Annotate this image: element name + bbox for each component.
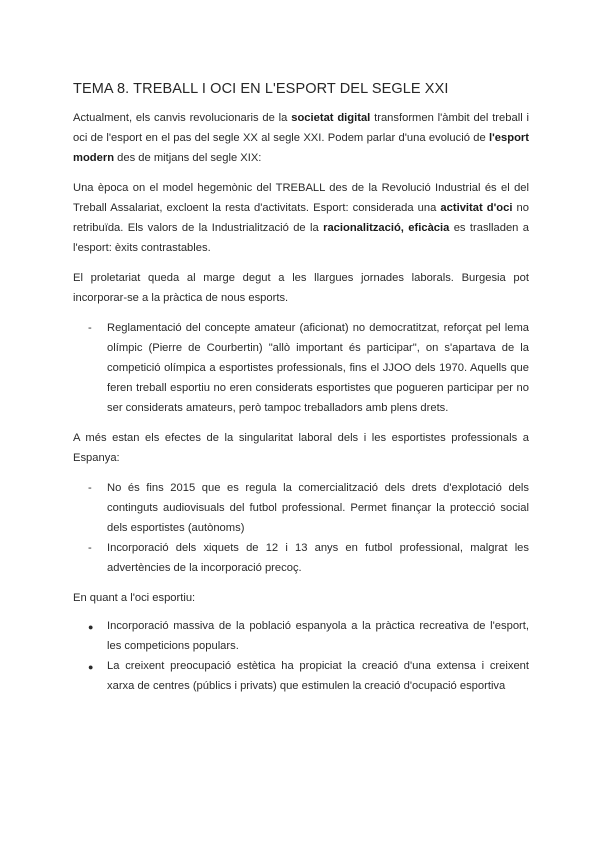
paragraph-oci-esportiu: En quant a l'oci esportiu:: [73, 592, 196, 604]
list-item: [88, 478, 529, 538]
bold-term-esport-modern: l'esport modern: [73, 132, 529, 164]
list-item: [88, 318, 529, 418]
list-item: [88, 538, 529, 578]
dash-marker: -: [88, 482, 92, 494]
paragraph-proletariat: El proletariat queda al marge degut a les llargues jornades laborals. Burgesia pot incorporar-se a la pràctica de nous esports.: [73, 272, 529, 304]
list-item-text: Reglamentació del concepte amateur (aficionat) no democratitzat, reforçat pel lema olímpic (Pierre de Courbertin) "allò important és participar", on s'apartava de la competició olímpica a esportistes professionals, fins el JJOO dels 1970. Aquells que feren treball esportiu no eren considerats esportistes que pogueren participar per no ser considerats amateurs, però tampoc treballadors amb plens drets.: [107, 322, 529, 414]
bold-term-societat-digital: societat digital: [291, 112, 371, 124]
list-item-text: La creixent preocupació estètica ha propiciat la creació d'una extensa i creixent xarxa de centres (públics i privats) que estimulen la creació d'ocupació esportiva: [107, 660, 529, 692]
text: transformen l'àmbit del treball i oci de l'esport en el pas del segle XX al segle XXI. Podem parlar d'una evolució de: [73, 112, 529, 144]
dash-marker: -: [88, 322, 92, 334]
list-item: [88, 656, 529, 696]
paragraph-intro: [73, 108, 529, 168]
bullet-icon: ●: [88, 662, 94, 672]
bold-term-racionalitzacio: racionalització, eficàcia: [323, 222, 450, 234]
document-title: TEMA 8. TREBALL I OCI EN L'ESPORT DEL SEGLE XXI: [73, 81, 449, 97]
list-item-text: Incorporació dels xiquets de 12 i 13 anys en futbol professional, malgrat les advertències de la incorporació precoç.: [107, 542, 529, 574]
text: des de mitjans del segle XIX:: [114, 152, 262, 164]
list-item-text: No és fins 2015 que es regula la comercialització dels drets d'explotació dels continguts audiovisuals del futbol professional. Permet finançar la protecció social dels esportistes (autònoms): [107, 482, 529, 534]
list-item-text: Incorporació massiva de la població espanyola a la pràctica recreativa de l'esport, les competicions populars.: [107, 620, 529, 652]
paragraph-singularitat: A més estan els efectes de la singularitat laboral dels i les esportistes professionals a Espanya:: [73, 432, 529, 464]
bold-term-activitat-oci: activitat d'oci: [440, 202, 513, 214]
list-item: [88, 616, 529, 656]
dash-marker: -: [88, 542, 92, 554]
paragraph-treball: [73, 178, 529, 258]
text: Una època on el model hegemònic del TREBALL des de la Revolució Industrial és el del Treball Assalariat, excloent la resta d'activitats. Esport: considerada una: [73, 182, 529, 214]
text: es traslladen a l'esport: èxits contrastables.: [73, 222, 529, 254]
text: no retribuïda. Els valors de la Industrialització de la: [73, 202, 529, 234]
text: Actualment, els canvis revolucionaris de la: [73, 112, 292, 124]
bullet-icon: ●: [88, 622, 94, 632]
